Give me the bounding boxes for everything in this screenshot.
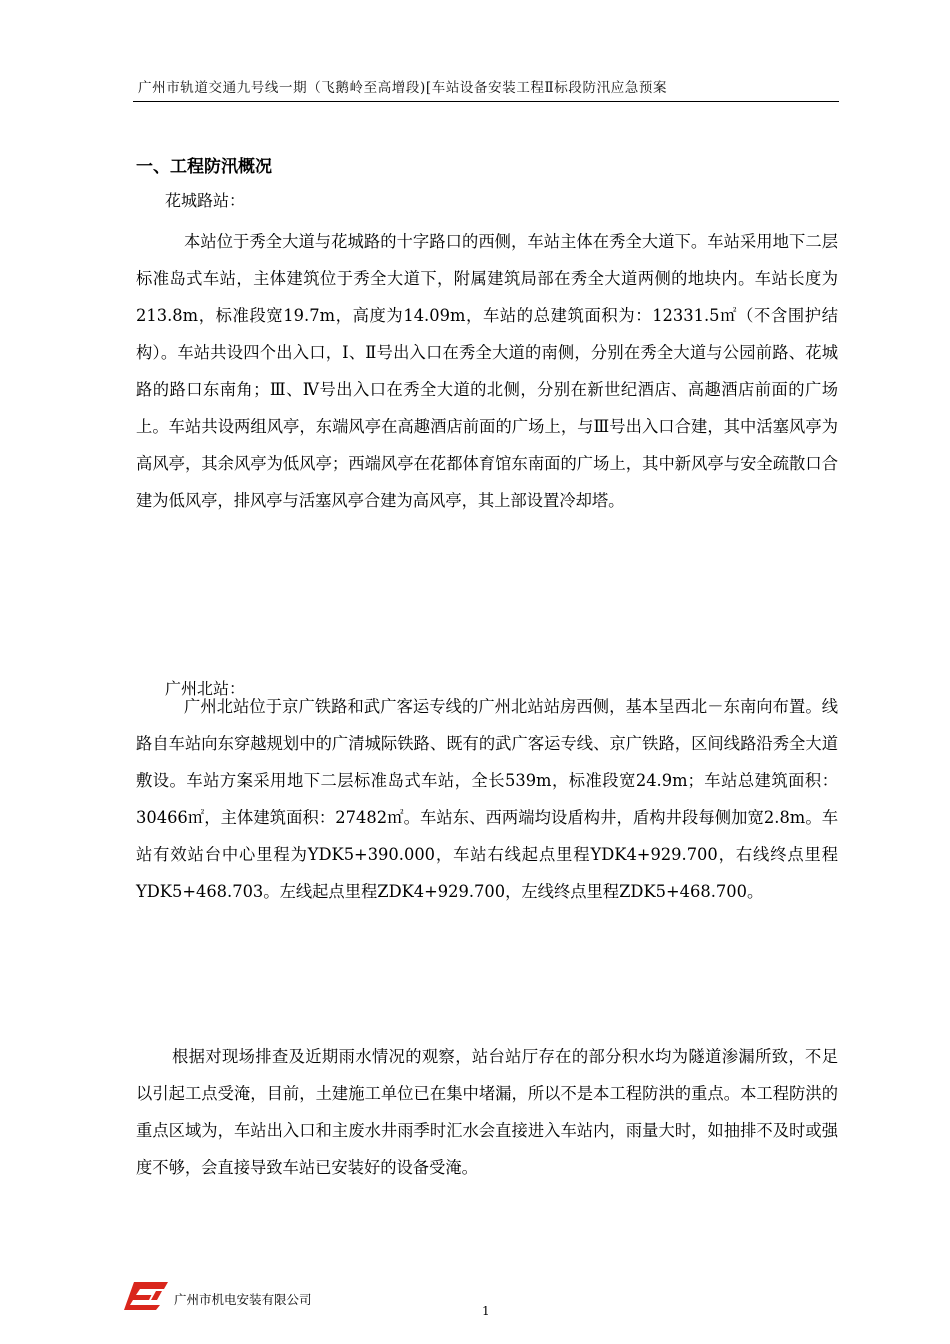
company-logo bbox=[124, 1280, 170, 1310]
paragraph-flood-focus: 根据对现场排查及近期雨水情况的观察，站台站厅存在的部分积水均为隧道渗漏所致，不足以引起工点受淹，目前，土建施工单位已在集中堵漏，所以不是本工程防洪的重点。本工程防洪的重点区域为，车站出入口和主废水井雨季时汇水会直接进入车站内，雨量大时，如抽排不及时或强度不够，会直接导致车站已安装好的设备受淹。 bbox=[136, 1047, 838, 1177]
page-number: 1 bbox=[482, 1304, 490, 1318]
paragraph-guangzhou-north: 广州北站位于京广铁路和武广客运专线的广州北站站房西侧，基本呈西北－东南向布置。线路自车站向东穿越规划中的广清城际铁路、既有的武广客运专线、京广铁路，区间线路沿秀全大道敷设。车站方案采用地下二层标准岛式车站，全长539m，标准段宽24.9m；车站总建筑面积：30466㎡，主体建筑面积：27482㎡。车站东、西两端均设盾构井，盾构井段每侧加宽2.8m。车站有效站台中心里程为YDK5+390.000，车站右线起点里程YDK4+929.700，右线终点里程YDK5+468.703。左线起点里程ZDK4+929.700，左线终点里程ZDK5+468.700。 bbox=[136, 697, 838, 901]
footer-company-name: 广州市机电安装有限公司 bbox=[174, 1292, 312, 1307]
header-divider bbox=[133, 101, 839, 102]
station-label-huacheng: 花城路站： bbox=[165, 191, 246, 210]
section-title: 一、工程防汛概况 bbox=[136, 157, 272, 177]
document-header: 广州市轨道交通九号线一期（飞鹅岭至高增段)[车站设备安装工程Ⅱ标段防汛应急预案 bbox=[138, 80, 668, 96]
station-label-guangzhou-north: 广州北站： bbox=[165, 679, 246, 698]
paragraph-huacheng: 本站位于秀全大道与花城路的十字路口的西侧，车站主体在秀全大道下。车站采用地下二层标准岛式车站，主体建筑位于秀全大道下，附属建筑局部在秀全大道两侧的地块内。车站长度为213.8m，标准段宽19.7m，高度为14.09m，车站的总建筑面积为：12331.5㎡（不含围护结构）。车站共设四个出入口，Ⅰ、Ⅱ号出入口在秀全大道的南侧，分别在秀全大道与公园前路、花城路的路口东南角；Ⅲ、Ⅳ号出入口在秀全大道的北侧，分别在新世纪酒店、高趣酒店前面的广场上。车站共设两组风亭，东端风亭在高趣酒店前面的广场上，与Ⅲ号出入口合建，其中活塞风亭为高风亭，其余风亭为低风亭；西端风亭在花都体育馆东南面的广场上，其中新风亭与安全疏散口合建为低风亭，排风亭与活塞风亭合建为高风亭，其上部设置冷却塔。 bbox=[136, 232, 838, 510]
